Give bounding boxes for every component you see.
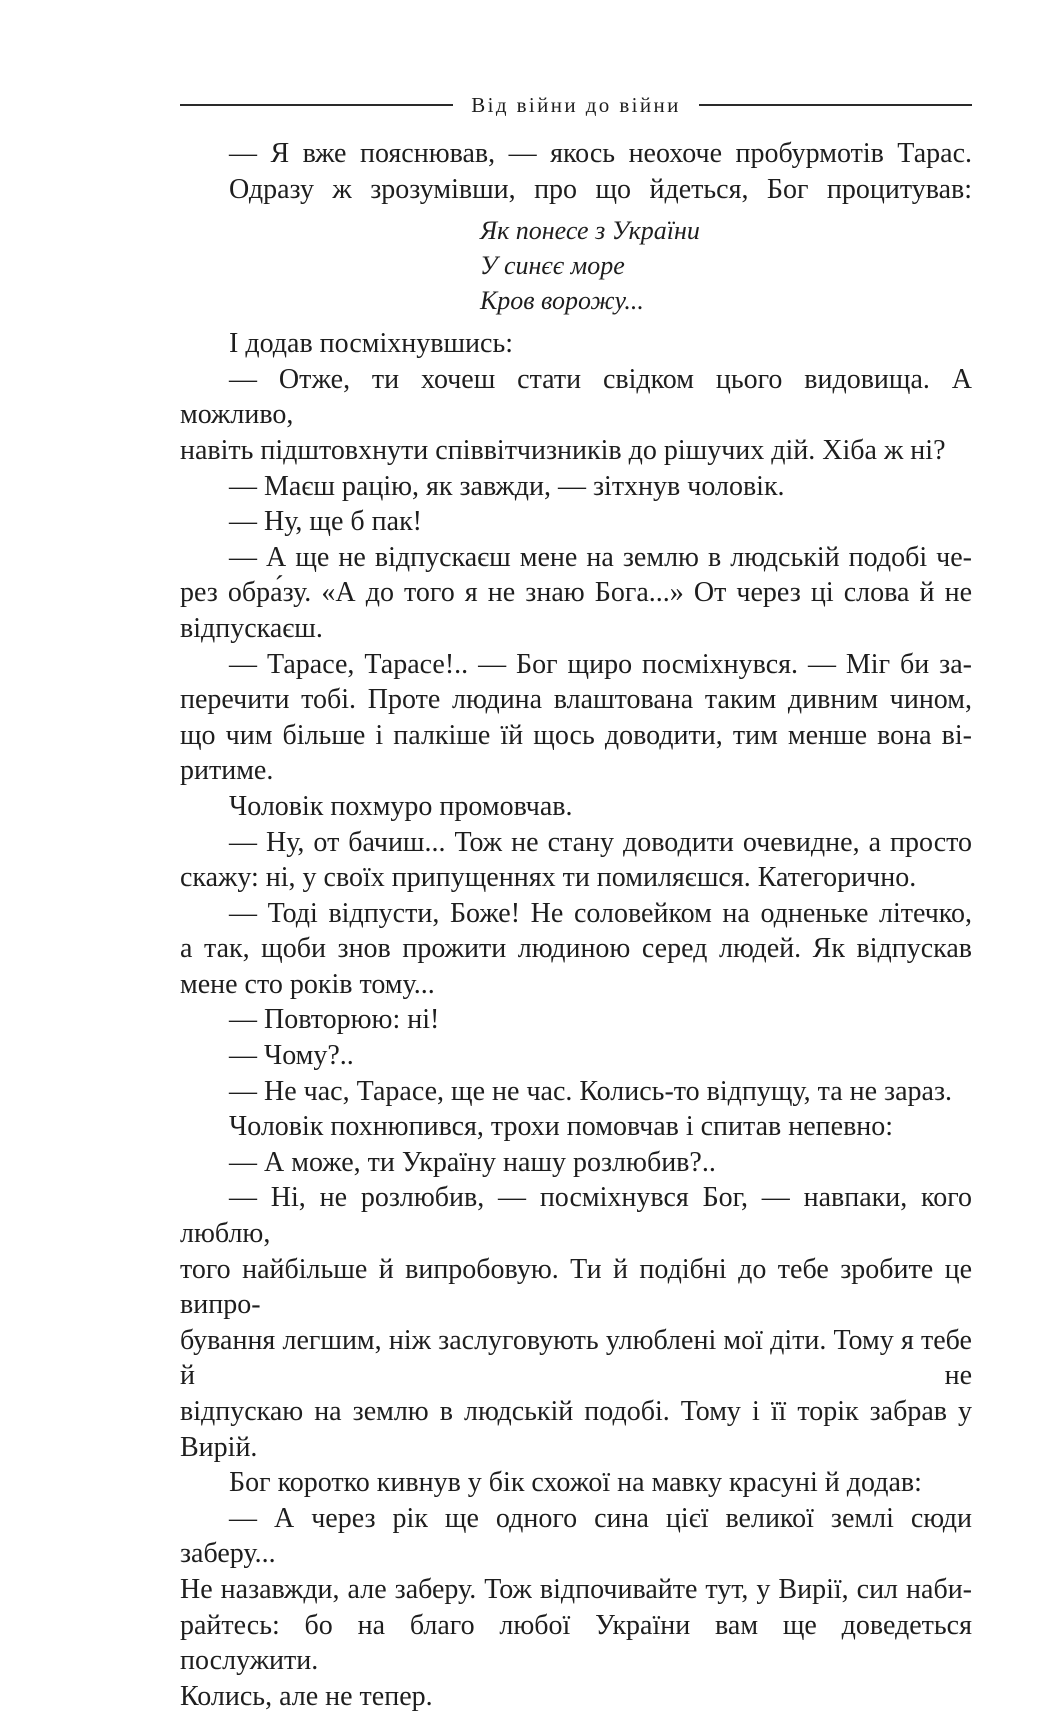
paragraph: [180, 326, 972, 362]
text-line: Чоловік похнюпився, трохи помовчав і спитав непевно:: [229, 1111, 894, 1143]
paragraph: [180, 362, 972, 469]
paragraph: [180, 1038, 972, 1074]
text-line: — Ну, ще б пак!: [229, 506, 422, 538]
text-line: — Тоді відпусти, Боже! Не соловейком на одненьке літечко,: [229, 897, 972, 929]
text-line: скажу: ні, у своїх припущеннях ти помиляєшся. Категорично.: [180, 862, 917, 894]
text-line: того найбільше й випробовую. Ти й подібні до тебе зробите це випро-: [180, 1253, 972, 1321]
text-line: а так, щоби знов прожити людиною серед людей. Як відпускав: [180, 933, 972, 965]
text-line: рез обра́зу. «А до того я не знаю Бога...» От через ці слова й не: [180, 577, 972, 609]
dialogue-text: [180, 326, 972, 1714]
text-line: — Маєш рацію, як завжди, — зітхнув чоловік.: [229, 470, 785, 502]
paragraph: [180, 504, 972, 540]
text-line: бування легшим, ніж заслуговують улюблені мої діти. Тому я тебе й не: [180, 1324, 972, 1392]
header-rule-right: [699, 104, 972, 106]
paragraph: [180, 647, 972, 789]
running-header-title: Від війни до війни: [471, 92, 681, 117]
paragraph: Одразу ж зрозумівши, про що йдеться, Бог процитував:: [229, 173, 972, 205]
poem-line: У синєє море: [480, 251, 625, 281]
paragraph: [180, 1180, 972, 1465]
text-line: — Отже, ти хочеш стати свідком цього видовища. А можливо,: [180, 363, 972, 431]
poem-line: Як понесе з України: [480, 216, 700, 246]
text-line: Чоловік похмуро промовчав.: [229, 790, 573, 822]
text-line: відпускаєш.: [180, 612, 323, 644]
poem-line: Кров ворожу...: [480, 286, 644, 316]
text-line: — Ні, не розлюбив, — посміхнувся Бог, — навпаки, кого люблю,: [180, 1182, 972, 1250]
text-line: райтесь: бо на благо любої України вам ще доведеться послужити.: [180, 1609, 972, 1677]
text-line: — Чому?..: [229, 1040, 354, 1072]
paragraph: — Я вже пояснював, — якось неохоче пробурмотів Тарас.: [229, 138, 972, 169]
text-line: — Ну, от бачиш... Тож не стану доводити очевидне, а просто: [229, 826, 972, 858]
text-line: Не назавжди, але заберу. Тож відпочивайте тут, у Вирії, сил наби-: [180, 1573, 972, 1605]
text-line: — Повторюю: ні!: [229, 1004, 440, 1036]
paragraph: [180, 789, 972, 825]
paragraph: [180, 896, 972, 1003]
paragraph: [180, 1145, 972, 1181]
page-body: [180, 136, 972, 1714]
text-line: — А може, ти Україну нашу розлюбив?..: [229, 1146, 716, 1178]
text-line: мене сто років тому...: [180, 968, 435, 1000]
poem-quote: [180, 213, 972, 318]
text-line: Колись, але не тепер.: [180, 1680, 433, 1712]
paragraph: [180, 825, 972, 896]
text-line: що чим більше і палкіше їй щось доводити, тим менше вона ві-: [180, 719, 972, 751]
text-line: — Тарасе, Тарасе!.. — Бог щиро посміхнувся. — Міг би за-: [229, 648, 972, 680]
paragraph: [180, 1002, 972, 1038]
paragraph: [180, 540, 972, 647]
paragraph: [180, 1109, 972, 1145]
text-line: навіть підштовхнути співвітчизників до рішучих дій. Хіба ж ні?: [180, 434, 946, 466]
text-line: перечити тобі. Проте людина влаштована таким дивним чином,: [180, 684, 972, 716]
text-line: — А ще не відпускаєш мене на землю в людській подобі че-: [229, 541, 972, 573]
paragraph: [180, 1465, 972, 1501]
text-line: І додав посміхнувшись:: [229, 328, 513, 360]
paragraph: [180, 469, 972, 505]
running-header: [180, 88, 972, 122]
text-line: — Не час, Тарасе, ще не час. Колись-то відпущу, та не зараз.: [229, 1075, 953, 1107]
text-line: Бог коротко кивнув у бік схожої на мавку красуні й додав:: [229, 1467, 922, 1499]
paragraph: [180, 1501, 972, 1714]
text-line: відпускаю на землю в людській подобі. Тому і її торік забрав у Вирій.: [180, 1396, 972, 1463]
header-rule-left: [180, 104, 453, 106]
text-line: ритиме.: [180, 755, 274, 787]
paragraph: [180, 1074, 972, 1110]
text-line: — А через рік ще одного сина цієї великої землі сюди заберу...: [180, 1502, 972, 1570]
